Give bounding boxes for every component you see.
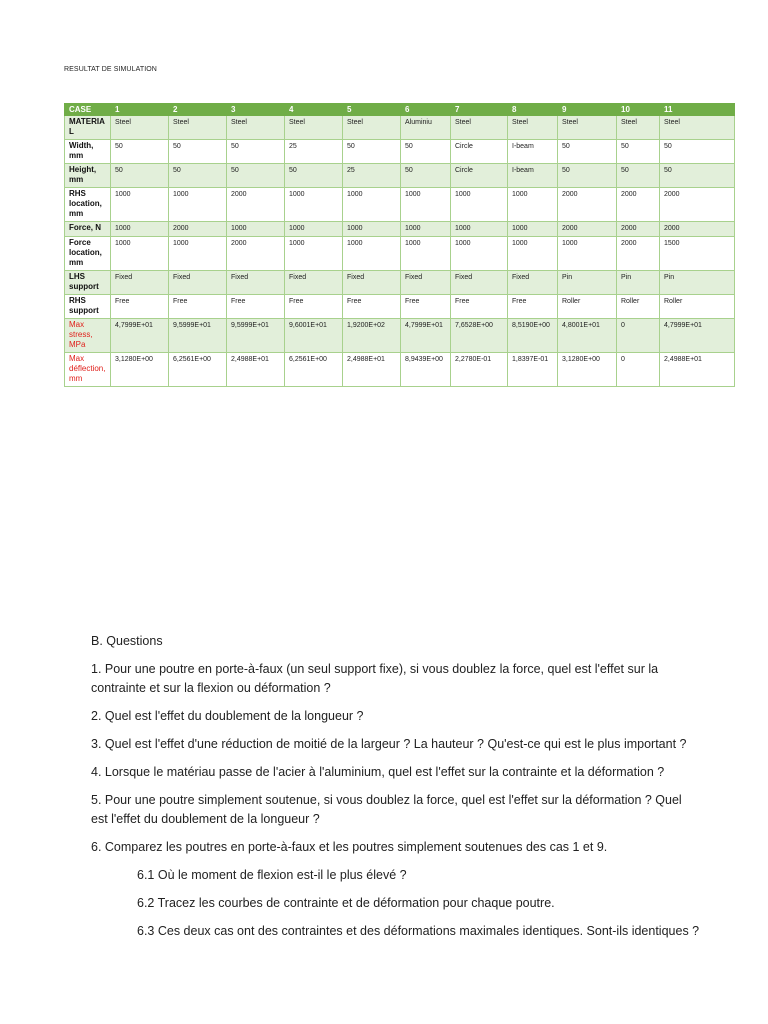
table-cell: Fixed <box>111 271 169 295</box>
table-cell: 2000 <box>617 222 660 237</box>
table-cell: 1000 <box>285 188 343 222</box>
table-cell: 50 <box>227 140 285 164</box>
table-cell: 50 <box>660 164 735 188</box>
question-6-1: 6.1 Où le moment de flexion est-il le plus élevé ? <box>137 868 407 882</box>
header-case-9: 9 <box>558 104 617 116</box>
table-cell: 3,1280E+00 <box>111 353 169 387</box>
header-case-8: 8 <box>508 104 558 116</box>
table-cell: 4,7999E+01 <box>401 319 451 353</box>
table-cell: Steel <box>660 116 735 140</box>
table-row <box>65 116 735 140</box>
table-cell: Pin <box>558 271 617 295</box>
table-row <box>65 271 735 295</box>
table-cell: Roller <box>617 295 660 319</box>
table-cell: 50 <box>617 164 660 188</box>
table-cell: 1000 <box>169 188 227 222</box>
table-cell: 1000 <box>343 188 401 222</box>
row-label: Max déflection, mm <box>65 353 111 387</box>
table-cell: 50 <box>169 140 227 164</box>
table-row <box>65 295 735 319</box>
table-row <box>65 353 735 387</box>
table-cell: 1000 <box>451 188 508 222</box>
table-cell: 2000 <box>558 222 617 237</box>
table-cell: 1000 <box>508 188 558 222</box>
table-cell: 2,4988E+01 <box>227 353 285 387</box>
table-cell: Fixed <box>169 271 227 295</box>
table-cell: 1000 <box>169 237 227 271</box>
table-cell: Aluminiu <box>401 116 451 140</box>
table-row <box>65 222 735 237</box>
header-case-6: 6 <box>401 104 451 116</box>
table-cell: 1000 <box>111 188 169 222</box>
table-cell: Free <box>343 295 401 319</box>
questions-heading: B. Questions <box>91 634 163 648</box>
table-cell: 1000 <box>451 237 508 271</box>
row-label: RHS location, mm <box>65 188 111 222</box>
document-title: RESULTAT DE SIMULATION <box>64 66 157 73</box>
table-cell: 2000 <box>660 222 735 237</box>
table-cell: 1000 <box>285 237 343 271</box>
table-cell: Fixed <box>343 271 401 295</box>
table-row <box>65 319 735 353</box>
row-label: RHS support <box>65 295 111 319</box>
table-cell: 50 <box>169 164 227 188</box>
table-cell: Steel <box>227 116 285 140</box>
table-row <box>65 237 735 271</box>
table-cell: 50 <box>401 164 451 188</box>
question-4: 4. Lorsque le matériau passe de l'acier à l'aluminium, quel est l'effet sur la contrainte et la déformation ? <box>91 765 665 779</box>
table-cell: Pin <box>617 271 660 295</box>
table-cell: 7,6528E+00 <box>451 319 508 353</box>
table-row <box>65 188 735 222</box>
table-cell: Circle <box>451 140 508 164</box>
table-cell: Fixed <box>451 271 508 295</box>
table-cell: 2,2780E-01 <box>451 353 508 387</box>
row-label: Width, mm <box>65 140 111 164</box>
table-cell: 1000 <box>508 237 558 271</box>
question-1: 1. Pour une poutre en porte-à-faux (un seul support fixe), si vous doublez la force, quel est l'effet sur la contrainte et sur la flexion ou déformation ? <box>91 662 659 695</box>
table-cell: 1000 <box>401 188 451 222</box>
table-cell: 9,5999E+01 <box>227 319 285 353</box>
header-case-2: 2 <box>169 104 227 116</box>
table-cell: I-beam <box>508 140 558 164</box>
table-cell: Fixed <box>508 271 558 295</box>
table-cell: Fixed <box>227 271 285 295</box>
table-cell: 1000 <box>451 222 508 237</box>
table-cell: Free <box>111 295 169 319</box>
table-cell: Roller <box>660 295 735 319</box>
table-cell: Free <box>401 295 451 319</box>
table-row <box>65 164 735 188</box>
table-cell: 25 <box>343 164 401 188</box>
table-cell: Free <box>285 295 343 319</box>
question-6-3: 6.3 Ces deux cas ont des contraintes et des déformations maximales identiques. Sont-ils identiques ? <box>137 924 700 938</box>
table-cell: Pin <box>660 271 735 295</box>
header-case-11: 11 <box>660 104 735 116</box>
table-cell: 1000 <box>343 237 401 271</box>
table-cell: Fixed <box>401 271 451 295</box>
questions-section <box>91 632 701 950</box>
table-cell: 9,5999E+01 <box>169 319 227 353</box>
table-cell: 8,9439E+00 <box>401 353 451 387</box>
table-cell: 50 <box>343 140 401 164</box>
table-cell: 50 <box>617 140 660 164</box>
table-cell: 2000 <box>617 188 660 222</box>
table-cell: 4,8001E+01 <box>558 319 617 353</box>
header-case-5: 5 <box>343 104 401 116</box>
table-cell: 1000 <box>401 222 451 237</box>
simulation-results-table <box>64 103 735 387</box>
table-cell: 50 <box>558 140 617 164</box>
table-cell: 6,2561E+00 <box>285 353 343 387</box>
table-cell: 2,4988E+01 <box>343 353 401 387</box>
table-cell: Free <box>451 295 508 319</box>
row-label: MATERIAL <box>65 116 111 140</box>
table-cell: Free <box>508 295 558 319</box>
header-case-4: 4 <box>285 104 343 116</box>
table-cell: Steel <box>508 116 558 140</box>
table-cell: 1000 <box>558 237 617 271</box>
table-cell: Fixed <box>285 271 343 295</box>
table-cell: Steel <box>451 116 508 140</box>
table-cell: 2000 <box>227 237 285 271</box>
table-cell: 2000 <box>617 237 660 271</box>
table-cell: 1000 <box>508 222 558 237</box>
table-cell: 25 <box>285 140 343 164</box>
header-case-1: 1 <box>111 104 169 116</box>
table-cell: I-beam <box>508 164 558 188</box>
row-label: Height, mm <box>65 164 111 188</box>
header-case: CASE <box>65 104 111 116</box>
table-cell: 4,7999E+01 <box>111 319 169 353</box>
row-label: LHS support <box>65 271 111 295</box>
table-cell: Steel <box>558 116 617 140</box>
question-2: 2. Quel est l'effet du doublement de la longueur ? <box>91 709 364 723</box>
table-cell: 1000 <box>401 237 451 271</box>
table-cell: 50 <box>111 140 169 164</box>
table-cell: 2000 <box>227 188 285 222</box>
question-5: 5. Pour une poutre simplement soutenue, si vous doublez la force, quel est l'effet sur la déformation ? Quel est l'effet du doublement de la longueur ? <box>91 793 682 826</box>
header-case-3: 3 <box>227 104 285 116</box>
table-cell: Steel <box>111 116 169 140</box>
table-cell: 1000 <box>111 237 169 271</box>
table-cell: 0 <box>617 319 660 353</box>
table-cell: 50 <box>227 164 285 188</box>
table-cell: 9,6001E+01 <box>285 319 343 353</box>
table-cell: 2000 <box>660 188 735 222</box>
table-cell: 4,7999E+01 <box>660 319 735 353</box>
table-cell: 1000 <box>343 222 401 237</box>
table-cell: Circle <box>451 164 508 188</box>
table-cell: 6,2561E+00 <box>169 353 227 387</box>
header-case-7: 7 <box>451 104 508 116</box>
table-cell: 0 <box>617 353 660 387</box>
table-cell: Roller <box>558 295 617 319</box>
table-cell: 50 <box>660 140 735 164</box>
table-row <box>65 140 735 164</box>
table-cell: 1,9200E+02 <box>343 319 401 353</box>
table-cell: 1000 <box>285 222 343 237</box>
table-cell: 50 <box>285 164 343 188</box>
table-header-row <box>65 104 735 116</box>
table-cell: 50 <box>111 164 169 188</box>
table-cell: 2,4988E+01 <box>660 353 735 387</box>
question-3: 3. Quel est l'effet d'une réduction de moitié de la largeur ? La hauteur ? Qu'est-ce qui est le plus important ? <box>91 737 687 751</box>
table-cell: Steel <box>285 116 343 140</box>
question-6: 6. Comparez les poutres en porte-à-faux et les poutres simplement soutenues des cas 1 et 9. <box>91 840 608 854</box>
question-6-2: 6.2 Tracez les courbes de contrainte et de déformation pour chaque poutre. <box>137 896 555 910</box>
table-cell: 1000 <box>227 222 285 237</box>
row-label: Max stress, MPa <box>65 319 111 353</box>
table-cell: Free <box>169 295 227 319</box>
table-cell: Steel <box>169 116 227 140</box>
table-cell: 2000 <box>169 222 227 237</box>
table-cell: Free <box>227 295 285 319</box>
table-cell: Steel <box>617 116 660 140</box>
table-cell: 50 <box>401 140 451 164</box>
table-cell: 1500 <box>660 237 735 271</box>
table-cell: 3,1280E+00 <box>558 353 617 387</box>
table-cell: 2000 <box>558 188 617 222</box>
table-cell: Steel <box>343 116 401 140</box>
table-cell: 8,5190E+00 <box>508 319 558 353</box>
table-cell: 1,8397E-01 <box>508 353 558 387</box>
row-label: Force, N <box>65 222 111 237</box>
table-cell: 1000 <box>111 222 169 237</box>
table-cell: 50 <box>558 164 617 188</box>
header-case-10: 10 <box>617 104 660 116</box>
row-label: Force location, mm <box>65 237 111 271</box>
